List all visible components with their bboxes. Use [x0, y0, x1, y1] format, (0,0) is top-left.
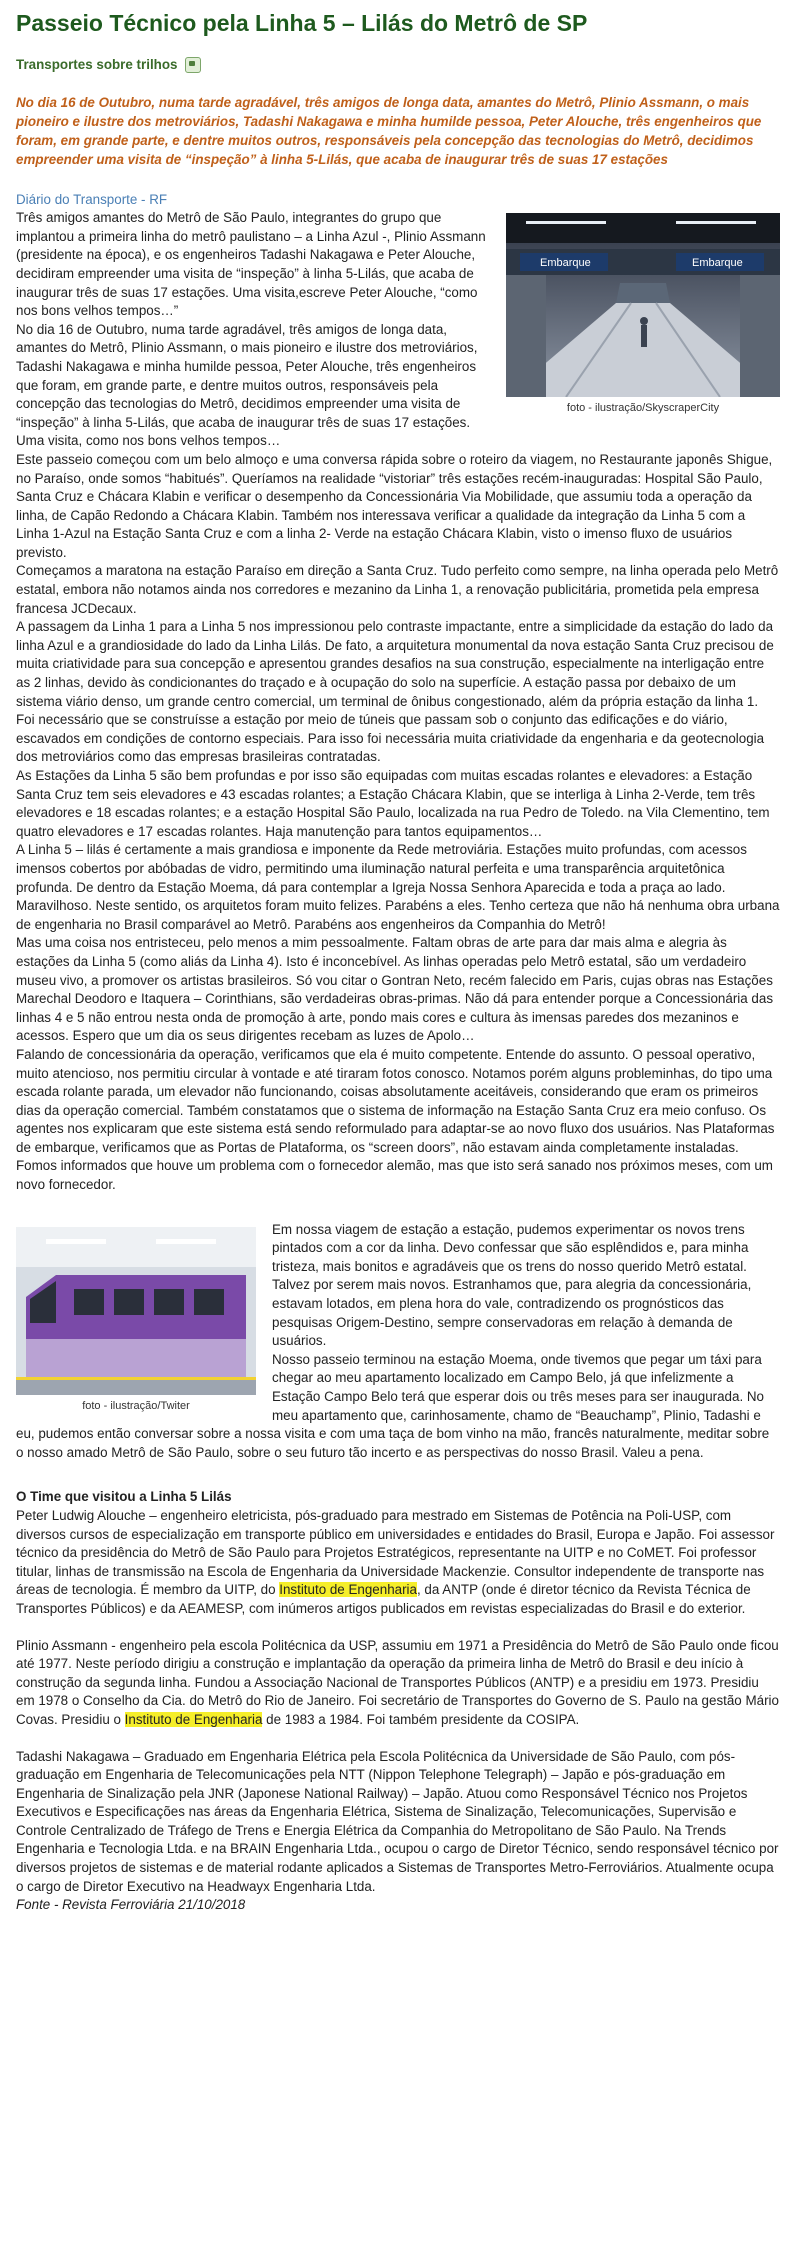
paragraph-9: Falando de concessionária da operação, verificamos que ela é muito competente. Entende do assunto. O pessoal operativo, muito atencioso, nos permitiu circular à vontade e até tiraram fotos conosco. Notamos porém alguns probleminhas, do tipo uma escada rolante parada, um elevador não funcionando, coisas absolutamente aceitáveis, considerando que eram os primeiros dias da operação comercial. Também constatamos que o sistema de informação na Estação Santa Cruz era meio confuso. Os agentes nos explicaram que este sistema está sendo reformulado para adaptar-se ao novo fluxo dos usuários. Nas Plataformas de embarque, verificamos que as Portas de Plataforma, os “screen doors”, não estavam ainda completamente instaladas. Fomos informados que houve um problema com o fornecedor alemão, mas que isto será sanado nos próximos meses, com um novo fornecedor. — [16, 1046, 775, 1193]
train-photo — [16, 1227, 256, 1395]
paragraph-4: Começamos a maratona na estação Paraíso em direção a Santa Cruz. Tudo perfeito como sempre, na linha operada pelo Metrô estatal, embora não notamos ainda nos corredores e mezanino da Linha 1, a renovação publicitária, prometida pela empresa francesa JCDecaux. — [16, 563, 779, 616]
spacer — [16, 1730, 780, 1748]
category[interactable] — [16, 56, 780, 75]
bio-peter — [16, 1507, 780, 1619]
page-title: Passeio Técnico pela Linha 5 – Lilás do Metrô de SP — [16, 10, 588, 36]
paragraph-6: As Estações da Linha 5 são bem profundas e por isso são equipadas com muitas escadas rolantes e elevadores: a Estação Santa Cruz tem seis elevadores e 43 escadas rolantes; a Estação Chácara Klabin, que se interliga à Linha 2-Verde, tem três elevadores e 18 escadas rolantes; e a estação Hospital São Paulo, localizada na rua Pedro de Toledo. na Vila Clementino, tem quatro elevadores e 17 escadas rolantes. Haja manutenção para tantos equipamentos… — [16, 768, 770, 839]
bio-plinio-text: Plinio Assmann - engenheiro pela escola Politécnica da USP, assumiu em 1971 a Presidência do Metrô de São Paulo onde ficou até 1977. Neste período dirigiu a construção e implantação da operação da primeira linha de Metrô do Brasil e deu início à construção da segunda linha. Fundou a Associação Nacional de Transportes Públicos (ANTP) e a presidiu em 1973. Presidiu em 1978 o Conselho da Cia. do Metrô do Rio de Janeiro. Foi secretário de Transportes do Governo de S. Paulo na gestão Mário Covas. Presidiu o — [16, 1637, 779, 1727]
paragraph-2: No dia 16 de Outubro, numa tarde agradável, três amigos de longa data, amantes do Metrô, Plinio Assmann, o mais pioneiro e ilustre dos metroviários, Tadashi Nakagawa e minha humilde pessoa, Peter Alouche, três engenheiros que foram, em grande parte, e dentre muitos outros, responsáveis pela concepção das tecnologias do Metrô, decidimos empreender uma visita de “inspeção” à linha 5-Lilás, que acaba de inaugurar três de suas 17 estações. Uma visita, como nos bons velhos tempos… — [16, 321, 478, 449]
figure-station-caption: foto - ilustração/SkyscraperCity — [566, 402, 720, 415]
sign-left: Embarque — [540, 257, 591, 270]
figure-train-caption: foto - ilustração/Twiter — [82, 1399, 190, 1412]
source-footer: Fonte - Revista Ferroviária 21/10/2018 — [16, 1897, 246, 1913]
category-label[interactable]: Transportes sobre trilhos — [16, 57, 178, 72]
paragraph-3: Este passeio começou com um belo almoço e uma conversa rápida sobre o roteiro da viagem, no Restaurante japonês Shigue, no Paraíso, onde somos “habitués”. Queríamos na realidade “vistoriar” três estações recém-inauguradas: Hospital São Paulo, Santa Cruz e Chácara Klabin e verificar o desempenho da Concessionária Via Mobilidade, que assumiu toda a operação da linha, de Capão Redondo a Chácara Klabin. Também nos interessava verificar a qualidade da integração da Linha 5 com a Linha 1-Azul na Estação Santa Cruz e com a linha 2- Verde na estação Chácara Klabin, visto o imenso fluxo de usuários previsto. — [16, 451, 773, 560]
paragraph-10: Em nossa viagem de estação a estação, pudemos experimentar os novos trens pintados com a cor da linha. Devo confessar que são esplêndidos e, para minha tristeza, mais bonitos e agradáveis que os trens do nosso querido Metrô estatal. Talvez por serem mais novos. Estranhamos que, para alegria da concessionária, estavam lotados, em plena hora do vale, contradizendo os prognósticos das pesquisas Origem-Destino, sempre conservadoras em relação à demanda de usuários. — [272, 1221, 752, 1349]
highlight-instituto[interactable]: Instituto de Engenharia — [279, 1582, 417, 1598]
highlight-instituto[interactable]: Instituto de Engenharia — [124, 1711, 263, 1727]
spacer — [16, 1619, 780, 1637]
bio-peter-text-end: , da ANTP (onde é diretor técnico da Revista Técnica de Transportes Públicos) e da AEAMESP, com inúmeros artigos publicados em revistas especializadas do Brasil e do exterior. — [16, 1582, 751, 1616]
figure-train — [16, 1227, 256, 1413]
spacer — [16, 1462, 780, 1488]
paragraph-5: A passagem da Linha 1 para a Linha 5 nos impressionou pelo contraste impactante, entre a simplicidade da estação do lado da linha Azul e a grandiosidade do lado da Linha Lilás. De fato, a arquitetura monumental da nova estação Santa Cruz precisou de muita criatividade para sua concepção e apresentou grandes desafios na sua construção, especialmente na interligação entre as 2 linhas, devido às condicionantes do traçado e à ocupação do solo na superfície. A estação passa por debaixo de um sistema viário denso, um grande centro comercial, um terminal de ônibus congestionado, além da própria estação da linha 1. Foi necessário que se construísse a estação por meio de túneis que passam sob o conjunto das edificações e do viário, escavados em condições de contorno especiais. Para isso foi necessária muita criatividade da engenharia e da geotecnologia dos metroviários como das empresas brasileiras contratadas. — [16, 619, 774, 765]
paragraph-7: A Linha 5 – lilás é certamente a mais grandiosa e imponente da Rede metroviária. Estações muito profundas, com acessos imensos cobertos por abóbadas de vidro, permitindo uma iluminação natural perfeita e uma transparência arquitetônica profunda. De dentro da Estação Moema, dá para contemplar a Igreja Nossa Senhora Aparecida e toda a praça ao lado. Maravilhoso. Neste sentido, os arquitetos foram muito felizes. Parabéns a eles. Tenho certeza que não há nenhuma obra urbana de engenharia no Brasil comparável ao Metrô. Parabéns aos engenheiros da Companhia do Metrô! — [16, 842, 780, 932]
category-icon[interactable] — [185, 57, 201, 73]
paragraph-11: Nosso passeio terminou na estação Moema, onde tivemos que pegar um táxi para chegar ao meu apartamento localizado em Campo Belo, já que infelizmente a Estação Campo Belo terá que esperar dois ou três meses para ser inaugurada. No meu apartamento que, carinhosamente, chamo de “Beauchamp”, Plinio, Tadashi e eu, pudemos então conversar sobre a nossa visita e com uma taça de bom vinho na mão, francês naturalmente, meditar sobre o nosso amado Metrô de São Paulo, sobre o seu futuro tão incerto e as perspectivas do nosso Brasil. Valeu a pena. — [16, 1351, 770, 1460]
source-line: Diário do Transporte - RF — [16, 191, 168, 207]
paragraph-8: Mas uma coisa nos entristeceu, pelo menos a mim pessoalmente. Faltam obras de arte para dar mais alma e alegria às estações da Linha 5 (como aliás da Linha 4). Isto é inconcebível. As linhas operadas pelo Metrô estatal, são um verdadeiro museu vivo, a promover os artistas brasileiros. Só vou citar o Gontran Neto, recém falecido em Paris, cujas obras nas Estações Marechal Deodoro e Itaquera – Corinthians, são verdadeiras obras-primas. Não dá para entender porque a Concessionária das linhas 4 e 5 não entrou nesta onda de promoção à arte, pondo mais cores e cultura às imensas paredes dos mezaninos e acessos. Espero que um dia os seus dirigentes recebam as luzes de Apolo… — [16, 935, 774, 1044]
station-photo — [506, 213, 780, 397]
bio-tadashi: Tadashi Nakagawa – Graduado em Engenharia Elétrica pela Escola Politécnica da Universidade de São Paulo, com pós-graduação em Engenharia de Telecomunicações pela NTT (Nippon Telephone Telegraph) – Japão e pós-graduação em Engenharia de Sinalização pela JNR (Japonese National Railway) – Japão. Atuou como Responsável Técnico nos Projetos Executivos e Especificações nas áreas da Engenharia Elétrica, Sistema de Sinalização, Telecomunicações, Supervisão e Controle Centralizado de Tráfego de Trens e Energia Elétrica da Companhia do Metropolitano de São Paulo. Na Trends Engenharia e Tecnologia Ltda. e na BRAIN Engenharia Ltda., ocupou o cargo de Diretor Técnico, sendo responsável técnico por diversos projetos de sistemas e de material rodante aplicados a Sistemas de Transportes Metro-Ferroviários. Atualmente ocupa o cargo de Diretor Executivo na Headwayx Engenharia Ltda. — [16, 1748, 779, 1894]
lead-paragraph: No dia 16 de Outubro, numa tarde agradável, três amigos de longa data, amantes do Metrô, Plinio Assmann, o mais pioneiro e ilustre dos metroviários, Tadashi Nakagawa e minha humilde pessoa, Peter Alouche, três engenheiros que foram, em grande parte, e dentre muitos outros, responsáveis pela concepção das tecnologias do Metrô, decidimos empreender uma visita de “inspeção” à linha 5-Lilás, que acaba de inaugurar três de suas 17 estações — [16, 94, 762, 167]
bio-plinio — [16, 1637, 780, 1730]
figure-station — [506, 213, 780, 415]
paragraph-1: Três amigos amantes do Metrô de São Paulo, integrantes do grupo que implantou a primeira linha do metrô paulistano – a Linha Azul -, Plinio Assmann (presidente na época), e os engenheiros Tadashi Nakagawa e Peter Alouche, decidiram empreender uma visita de “inspeção” à linha 5-Lilás, que acaba de inaugurar três de suas 17 estações. Uma visita,escreve Peter Alouche, “como nos bons velhos tempos…” — [16, 210, 486, 319]
team-title: O Time que visitou a Linha 5 Lilás — [16, 1489, 232, 1505]
bio-peter-text: Peter Ludwig Alouche – engenheiro eletricista, pós-graduado para mestrado em Sistemas de Potência na Poli-USP, com diversos cursos de especialização em transporte público em universidades e entidades do Brasil, Europa e Japão. Foi assessor técnico da presidência do Metrô de São Paulo para Projetos Estratégicos, representante na UITP e no CoMET. Foi professor titular, linhas de transmissão na Escola de Engenharia da Universidade Mackenzie. Consultor independente de transporte nas áreas de tecnologia. É membro da UITP, do — [16, 1507, 775, 1598]
sign-right: Embarque — [692, 257, 743, 270]
spacer — [16, 1195, 780, 1221]
bio-plinio-text-end: de 1983 a 1984. Foi também presidente da COSIPA. — [262, 1711, 580, 1727]
